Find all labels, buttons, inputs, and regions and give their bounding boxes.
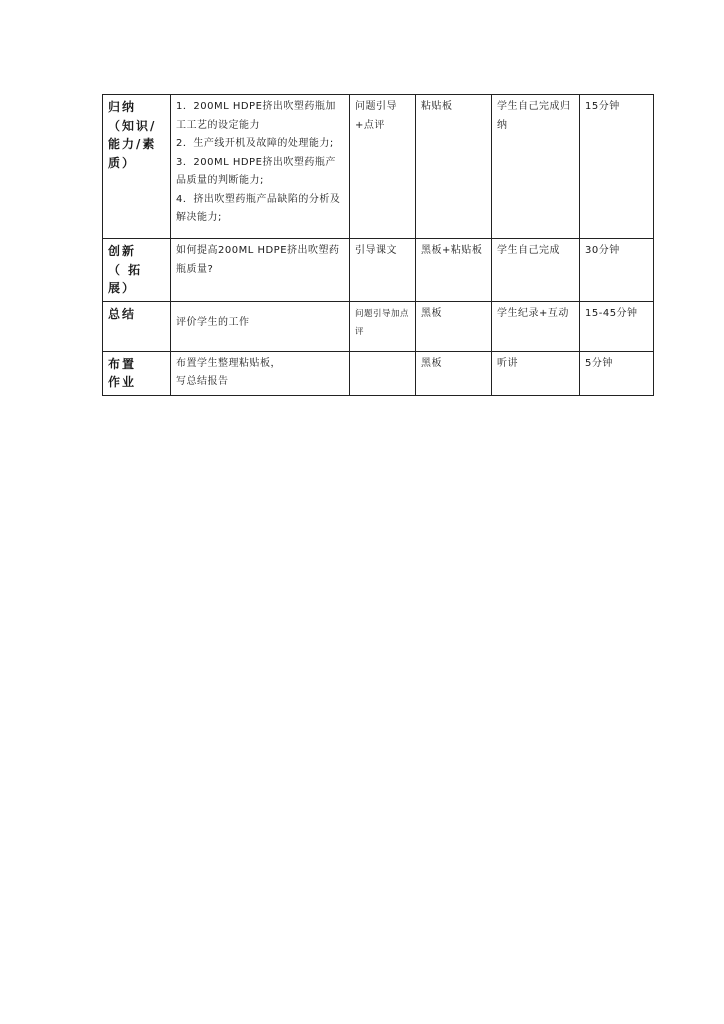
method-text: 问题引导加点评	[355, 308, 410, 337]
content-text: 1．200ML HDPE挤出吹塑药瓶加工工艺的设定能力	[176, 101, 336, 131]
stage-cell	[103, 95, 171, 239]
activity-text: 学生自己完成	[497, 245, 560, 256]
stage-text: （知识/	[108, 118, 157, 133]
method-cell	[350, 351, 416, 395]
time-cell	[580, 239, 654, 302]
table-row	[103, 239, 654, 302]
content-cell	[171, 351, 350, 395]
table-row	[103, 351, 654, 395]
stage-text: 布置	[108, 356, 137, 371]
stage-cell	[103, 239, 171, 302]
time-text: 30分钟	[585, 245, 620, 256]
method-cell	[350, 239, 416, 302]
activity-text: 听讲	[497, 357, 518, 369]
time-text: 15-45分钟	[585, 307, 638, 319]
content-cell	[171, 239, 350, 302]
stage-text: 展）	[108, 281, 137, 295]
stage-text: 质）	[108, 155, 137, 170]
table-row	[103, 95, 654, 239]
media-text: 黑板	[421, 357, 442, 369]
method-cell	[350, 95, 416, 239]
content-text: 写总结报告	[176, 376, 229, 387]
stage-text: 创新	[108, 244, 137, 258]
media-text: 粘贴板	[421, 101, 453, 112]
content-text: 4．挤出吹塑药瓶产品缺陷的分析及解决能力;	[176, 193, 341, 223]
activity-cell	[492, 239, 580, 302]
stage-text: 总结	[108, 306, 137, 321]
content-text: 布置学生整理粘贴板，	[176, 357, 281, 369]
content-cell	[171, 95, 350, 239]
media-cell	[416, 239, 492, 302]
activity-cell	[492, 95, 580, 239]
lesson-plan-table	[102, 94, 654, 396]
time-text: 15分钟	[585, 101, 620, 112]
stage-cell	[103, 351, 171, 395]
activity-text: 学生纪录+互动	[497, 307, 569, 319]
media-cell	[416, 301, 492, 351]
media-text: 黑板+粘贴板	[421, 245, 483, 256]
method-cell	[350, 301, 416, 351]
time-cell	[580, 301, 654, 351]
activity-cell	[492, 351, 580, 395]
time-text: 5分钟	[585, 357, 613, 369]
media-cell	[416, 95, 492, 239]
content-text: 如何提高200ML HDPE挤出吹塑药瓶质量?	[176, 245, 340, 275]
stage-text: （ 拓	[108, 262, 143, 277]
stage-cell	[103, 301, 171, 351]
method-text: 引导课文	[355, 245, 397, 256]
table-row	[103, 301, 654, 351]
stage-text: 作业	[108, 375, 137, 389]
activity-cell	[492, 301, 580, 351]
activity-text: 学生自己完成归纳	[497, 101, 571, 131]
content-text: 3．200ML HDPE挤出吹塑药瓶产品质量的判断能力;	[176, 156, 336, 186]
content-text: 评价学生的工作	[176, 316, 250, 328]
time-cell	[580, 95, 654, 239]
time-cell	[580, 351, 654, 395]
media-text: 黑板	[421, 307, 442, 319]
media-cell	[416, 351, 492, 395]
stage-text: 能力/素	[108, 137, 157, 151]
method-text: 问题引导+点评	[355, 101, 397, 131]
stage-text: 归纳	[108, 100, 137, 114]
content-cell	[171, 301, 350, 351]
content-text: 2．生产线开机及故障的处理能力;	[176, 138, 334, 149]
